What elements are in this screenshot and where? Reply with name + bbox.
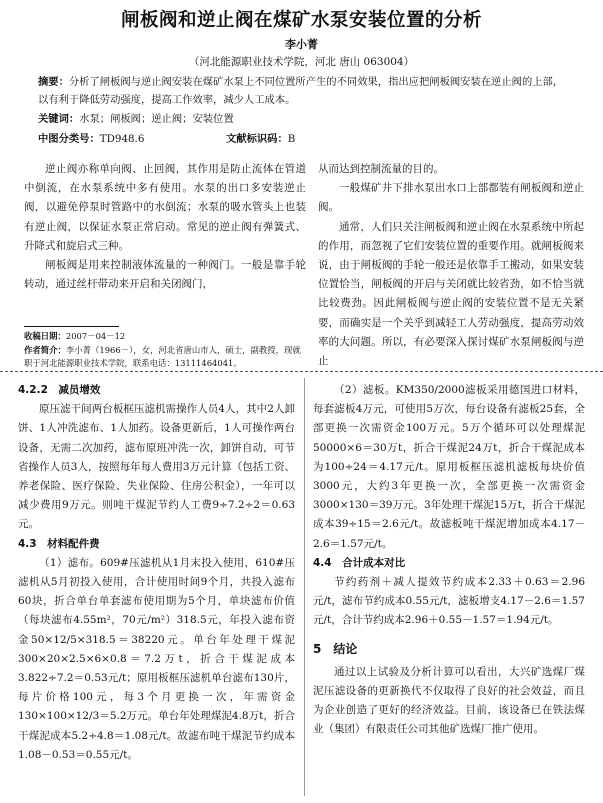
clc-label: 中图分类号： <box>38 133 100 145</box>
paragraph: 闸板阀是用来控制液体流量的一种阀门。一般是靠手轮转动，通过丝杆带动来开启和关闭阀门， <box>24 259 306 291</box>
upper-left-column <box>24 160 306 294</box>
author-affiliation: （河北能源职业技术学院，河北 唐山 063004） <box>188 56 415 68</box>
paragraph: 逆止阀亦称单向阀、止回阀，其作用是防止流体在管道中倒流，在水泵系统中多有使用。水泵的出口多安装逆止阀，以避免停泵时管路中的水倒流；水泵的吸水管头上也装有逆止阀，以保证水泵正常启动。常见的逆止阀有弹簧式、升降式和旋启式三种。 <box>24 163 306 252</box>
paragraph: 通过以上试验及分析计算可以看出，大兴矿选煤厂煤泥压滤设备的更新换代不仅取得了良好的社会效益，而且为企业创造了更好的经济效益。目前，该设备已在铁法煤业（集团）有限责任公司其他矿选煤厂推广使用。 <box>313 665 585 736</box>
author-name: 李小菁 <box>285 38 318 51</box>
doc-code-line <box>226 130 295 145</box>
abstract-text: 分析了闸板阀与逆止阀安装在煤矿水泵上不同位置所产生的不同效果，指出应把闸板阀安装在逆止阀的上部，以有利于降低劳动强度，提高工作效率，减少人工成本。 <box>38 76 564 106</box>
section-heading: 4.2.2 减员增效 <box>18 384 101 396</box>
author-bio: 李小菁（1966－），女，河北省唐山市人，硕士，副教授，现就职于河北能源职业技术学院，联系电话：13111464041。 <box>24 344 301 368</box>
abstract-label: 摘要： <box>38 76 69 88</box>
doc-code-label: 文献标识码： <box>226 133 288 145</box>
article-title: 闸板阀和逆止阀在煤矿水泵安装位置的分析 <box>120 10 482 31</box>
keywords-label: 关键词： <box>38 113 80 125</box>
keywords-line <box>38 110 234 125</box>
abstract <box>38 74 568 109</box>
page-separator <box>0 371 603 372</box>
paragraph: （2）滤板。KM350/2000滤板采用德国进口材料，每套滤板4万元，可使用5万次，每台设备有滤板25套，全部更换一次需资金100万元。5万个循环可以处理煤泥50000×6＝30万t，折合干煤泥24万t，折合干煤泥成本为100÷24＝4.17元/t。原用板框压滤机滤板每块价值3000元，大约3年更换一次，全部更换一次需资金3000×130＝39万元。3年处理干煤泥15万t，折合干煤泥成本39÷15＝2.6元/t。故滤板吨干煤泥增加成本4.17－2.6＝1.57元/t。 <box>313 384 585 550</box>
section-heading: 4.4 合计成本对比 <box>313 556 406 569</box>
received-date: 2007－04－12 <box>65 331 126 341</box>
clc-line <box>38 130 144 145</box>
paragraph: 原压滤干间两台板框压滤机需操作人员4人，其中2人卸饼、1人冲洗滤布、1人加药。设备更新后，1人可操作两台设备，无需二次加药，滤布原班冲洗一次，卸饼自动，可节省操作人员3人，按照每年每人费用3万元计算（包括工资、养老保险、医疗保险、失业保险、住房公积金），一年可以减少费用9万元。则吨干煤泥节约人工费9÷7.2÷2＝0.63元。 <box>18 403 295 531</box>
paragraph: 通常，人们只关注闸板阀和逆止阀在水泵系统中所起的作用，而忽视了它们安装位置的重要作用。就闸板阀来说，由于闸板阀的手轮一般还是依靠手工搬动，如果安装位置恰当，闸板阀的开启与关闭就比较省劲，如不恰当就比较费劲。因此闸板阀与逆止阀的安装位置不是无关紧要，而确实是一个关乎到减轻工人劳动强度，提高劳动效率的大问题。所以，有必要深入探讨煤矿水泵闸板阀与逆止 <box>318 220 584 368</box>
section-heading: 4.3 材料配件费 <box>18 537 100 550</box>
author-bio-label: 作者简介： <box>24 344 66 355</box>
received-label: 收稿日期： <box>24 331 66 341</box>
footnote <box>24 330 306 371</box>
section-heading: 5 结论 <box>313 641 358 656</box>
lower-left-column <box>18 381 295 765</box>
column-divider <box>304 378 305 796</box>
paragraph: 从而达到控制流量的目的。 <box>318 163 444 175</box>
upper-right-column <box>318 160 584 371</box>
doc-code: B <box>287 133 296 145</box>
paragraph: 一般煤矿井下排水泵出水口上部都装有闸板阀和逆止阀。 <box>318 182 584 214</box>
paragraph: 节约药剂＋减人提效节约成本2.33＋0.63＝2.96元/t，滤布节约成本0.55元/t，滤板增支4.17－2.6＝1.57元/t，合计节约成本2.96＋0.55－1.57＝1.94元/t。 <box>313 576 585 627</box>
lower-right-column <box>313 381 585 739</box>
paragraph: （1）滤布。609#压滤机从1月末投入使用，610#压滤机从5月初投入使用，合计使用时间9个月，共投入滤布60块，折合单台单套滤布使用期为5个月，单块滤布价值（每块滤布4.55m²，70元/m²）318.5元，年投入滤布资金50×12/5×318.5＝38220元。单台年处理干煤泥300×20×2.5×6×0.8＝7.2万t，折合干煤泥成本3.822÷7.2＝0.53元/t；原用板框压滤机单台滤布130片，每片价格100元，每3个月更换一次，年需资金130×100×12/3＝5.2万元。单台年处理煤泥4.8万t，折合干煤泥成本5.2÷4.8＝1.08元/t。故滤布吨干煤泥节约成本1.08－0.53＝0.55元/t。 <box>18 556 295 761</box>
keywords-text: 水泵；闸板阀；逆止阀；安装位置 <box>79 113 234 125</box>
footnote-divider <box>24 326 119 327</box>
clc-number: TD948.6 <box>99 133 145 145</box>
